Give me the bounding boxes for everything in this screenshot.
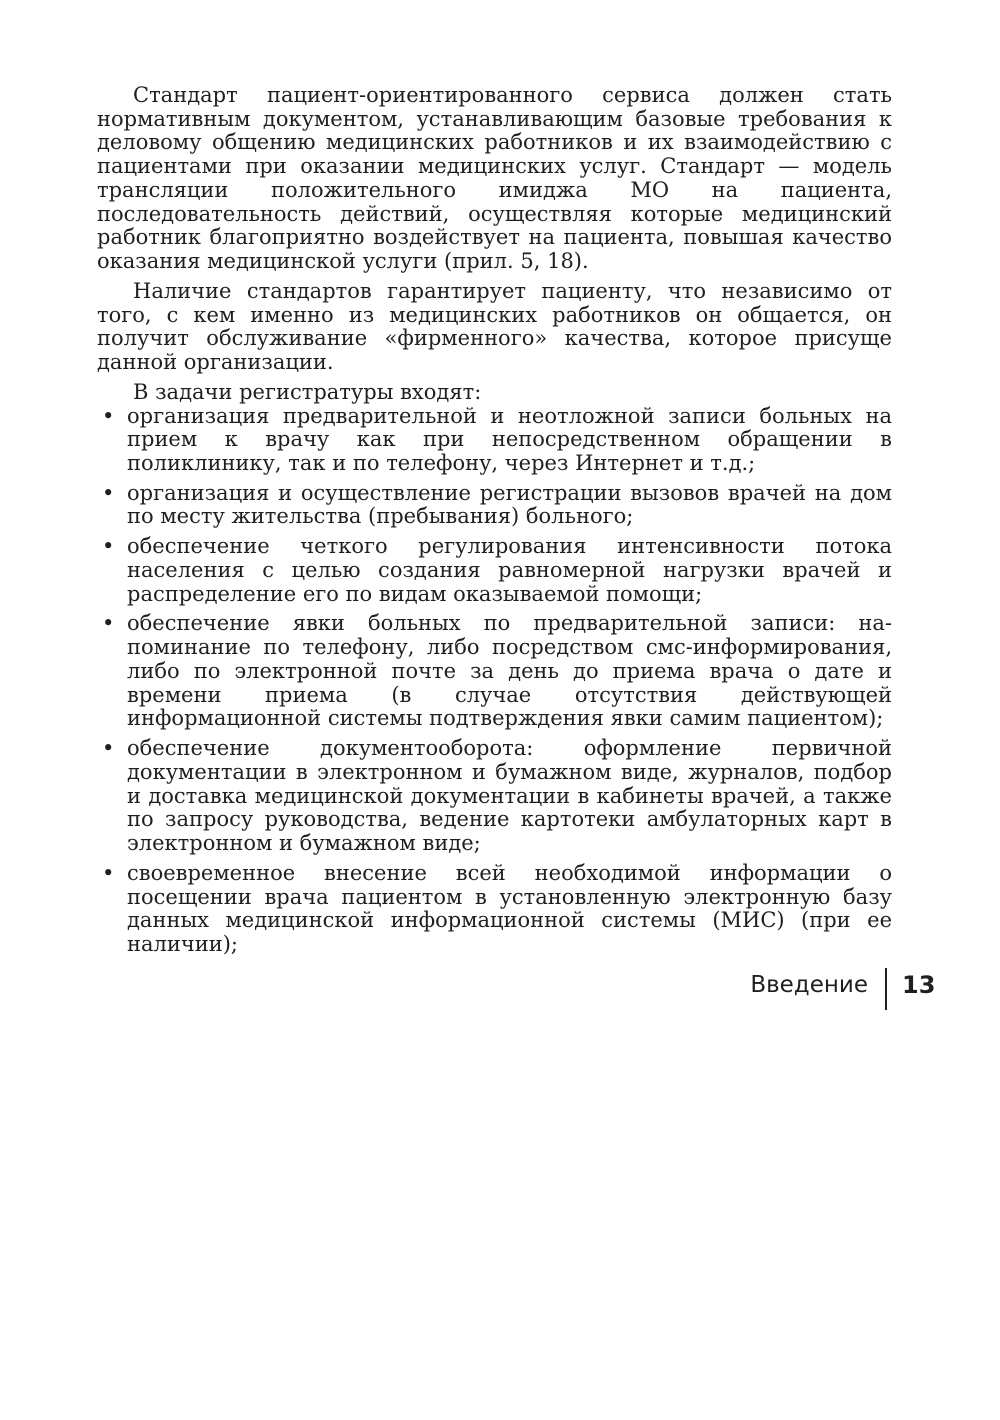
running-section-title: Введение	[750, 972, 868, 998]
list-item: • организация предварительной и неотложной записи больных на прием к врачу как при непосредственном обращении в поликлинику, так и по телефону, через Интернет и т.д.;	[127, 405, 892, 476]
paragraph-guarantee: Наличие стандартов гарантирует пациенту, что независимо от того, с кем именно из медицинских работников он общается, он получит обслуживание «фирменного» качества, которое присуще данной организации.	[97, 278, 892, 375]
page-number: 13	[902, 971, 936, 999]
list-item: • обеспечение документооборота: оформление первичной документации в электронном и бумажном виде, журналов, подбор и доставка медицинской документации в кабинеты врачей, а также по запросу руководства, ведение картотеки амбулаторных карт в электронном и бумажном виде;	[127, 737, 892, 856]
page-body	[97, 84, 892, 963]
page-footer	[0, 968, 1000, 1010]
list-item: • организация и осуществление регистрации вызовов врачей на дом по месту жительства (пребывания) больного;	[127, 482, 892, 529]
footer-divider	[885, 968, 887, 1010]
registry-tasks-list	[97, 405, 892, 957]
list-item: • своевременное внесение всей необходимой информации о посещении врача пациентом в установленную электронную базу данных медицинской информационной системы (МИС) (при ее наличии);	[127, 862, 892, 957]
list-intro: В задачи регистратуры входят:	[133, 379, 482, 404]
paragraph-standard: Стандарт пациент-ориентированного сервиса должен стать нормативным документом, устанавливающим базовые требования к деловому общению медицинских работников и их взаимодействию с пациентами при оказании медицинских услуг. Стандарт — модель трансляции положительного имиджа МО на пациента, последовательность действий, осуществляя которые медицинский работник благоприятно воздействует на пациента, повышая качество оказания медицинской услуги (прил. 5, 18).	[97, 83, 892, 274]
list-item: • обеспечение четкого регулирования интенсивности потока населения с целью создания равномерной нагрузки врачей и распределение его по видам оказываемой помощи;	[127, 535, 892, 606]
list-item: • обеспечение явки больных по предварительной записи: напоминание по телефону, либо посредством смс-информирования, либо по электронной почте за день до приема врача о дате и времени приема (в случае отсутствия действующей информационной системы подтверждения явки самим пациентом);	[127, 612, 892, 731]
